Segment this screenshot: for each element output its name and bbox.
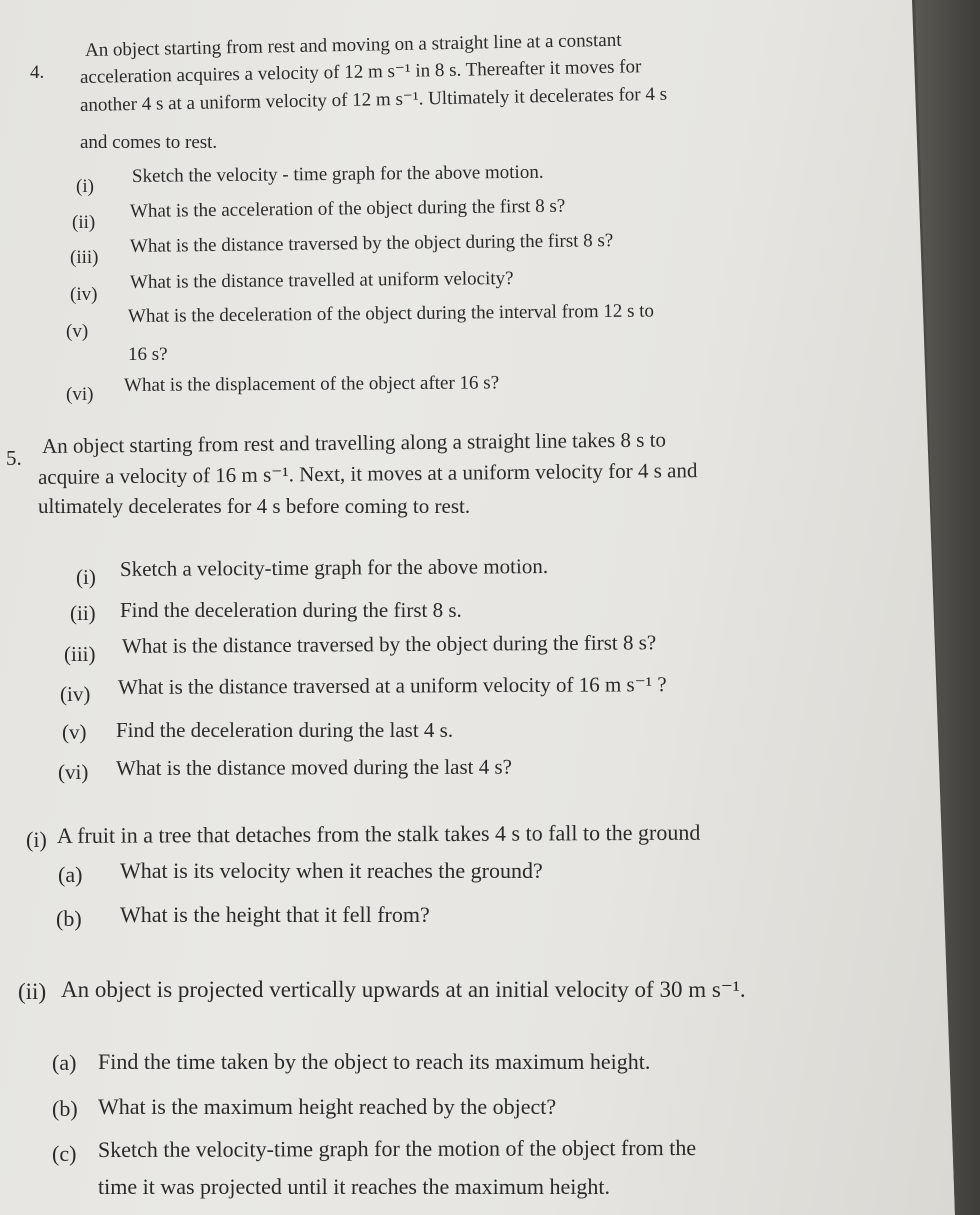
part-label: (iv) (60, 682, 91, 706)
question-number: 4. (30, 62, 45, 83)
sub-part-text: What is its velocity when it reaches the ground? (120, 858, 543, 883)
question-text-line: acquire a velocity of 16 m s⁻¹. Next, it moves at a uniform velocity for 4 s and (37, 458, 698, 489)
sub-part-label: (b) (56, 906, 82, 931)
part-text: Sketch the velocity - time graph for the above motion. (131, 161, 544, 187)
question-text-line: ultimately decelerates for 4 s before coming to rest. (38, 494, 471, 518)
question-text-line: An object starting from rest and moving on a straight line at a constant (84, 29, 622, 61)
part-label: (i) (76, 176, 94, 197)
sub-part-text: Find the time taken by the object to reach its maximum height. (98, 1049, 651, 1074)
part-text-continued: 16 s? (128, 344, 168, 365)
part-text: What is the deceleration of the object during the interval from 12 s to (127, 300, 655, 327)
sub-part-label: (a) (58, 862, 83, 887)
sub-part-label: (a) (52, 1050, 77, 1075)
part-text: What is the distance travelled at uniform velocity? (129, 267, 514, 293)
part-label: (i) (76, 565, 96, 589)
part-label: (vi) (58, 760, 89, 784)
part-label: (ii) (18, 979, 47, 1004)
question-number: 5. (6, 446, 22, 470)
part-label: (ii) (72, 212, 96, 233)
sub-part-text: What is the maximum height reached by the object? (98, 1094, 557, 1119)
question-text-line: An object starting from rest and travelling along a straight line takes 8 s to (41, 427, 667, 458)
question-text-line: and comes to rest. (80, 132, 218, 153)
part-label: (iv) (70, 284, 98, 305)
sub-part-text-continued: time it was projected until it reaches the maximum height. (98, 1174, 610, 1199)
part-text: Find the deceleration during the last 4 s. (116, 718, 454, 742)
part-text: What is the distance traversed by the object during the first 8 s? (129, 230, 614, 257)
part-label: (ii) (70, 601, 96, 625)
question-text-line: acceleration acquires a velocity of 12 m s⁻¹ in 8 s. Thereafter it moves for (79, 56, 642, 88)
part-text: Find the deceleration during the first 8 s. (120, 598, 462, 622)
part-text: What is the distance traversed by the object during the first 8 s? (121, 630, 657, 658)
part-label: (i) (26, 827, 47, 852)
part-text: What is the displacement of the object after 16 s? (123, 372, 500, 396)
part-label: (v) (66, 321, 89, 342)
part-text: What is the acceleration of the object during the first 8 s? (129, 195, 566, 222)
part-label: (iii) (70, 247, 99, 268)
question-text-line: another 4 s at a uniform velocity of 12 m s⁻¹. Ultimately it decelerates for 4 s (79, 83, 668, 116)
part-label: (iii) (64, 642, 96, 666)
part-text: An object is projected vertically upwards at an initial velocity of 30 m s⁻¹. (61, 977, 746, 1002)
part-text: What is the distance traversed at a uniform velocity of 16 m s⁻¹ ? (117, 672, 667, 699)
sub-part-label: (c) (52, 1141, 77, 1166)
sub-part-label: (b) (52, 1096, 78, 1121)
part-text: Sketch a velocity-time graph for the above motion. (119, 554, 549, 581)
sub-part-text: What is the height that it fell from? (120, 902, 430, 927)
part-label: (vi) (66, 384, 94, 405)
part-text: What is the distance moved during the last 4 s? (115, 754, 513, 780)
sub-part-text: Sketch the velocity-time graph for the motion of the object from the (97, 1134, 697, 1162)
part-label: (v) (62, 720, 87, 744)
part-text: A fruit in a tree that detaches from the stalk takes 4 s to fall to the ground (56, 819, 701, 848)
